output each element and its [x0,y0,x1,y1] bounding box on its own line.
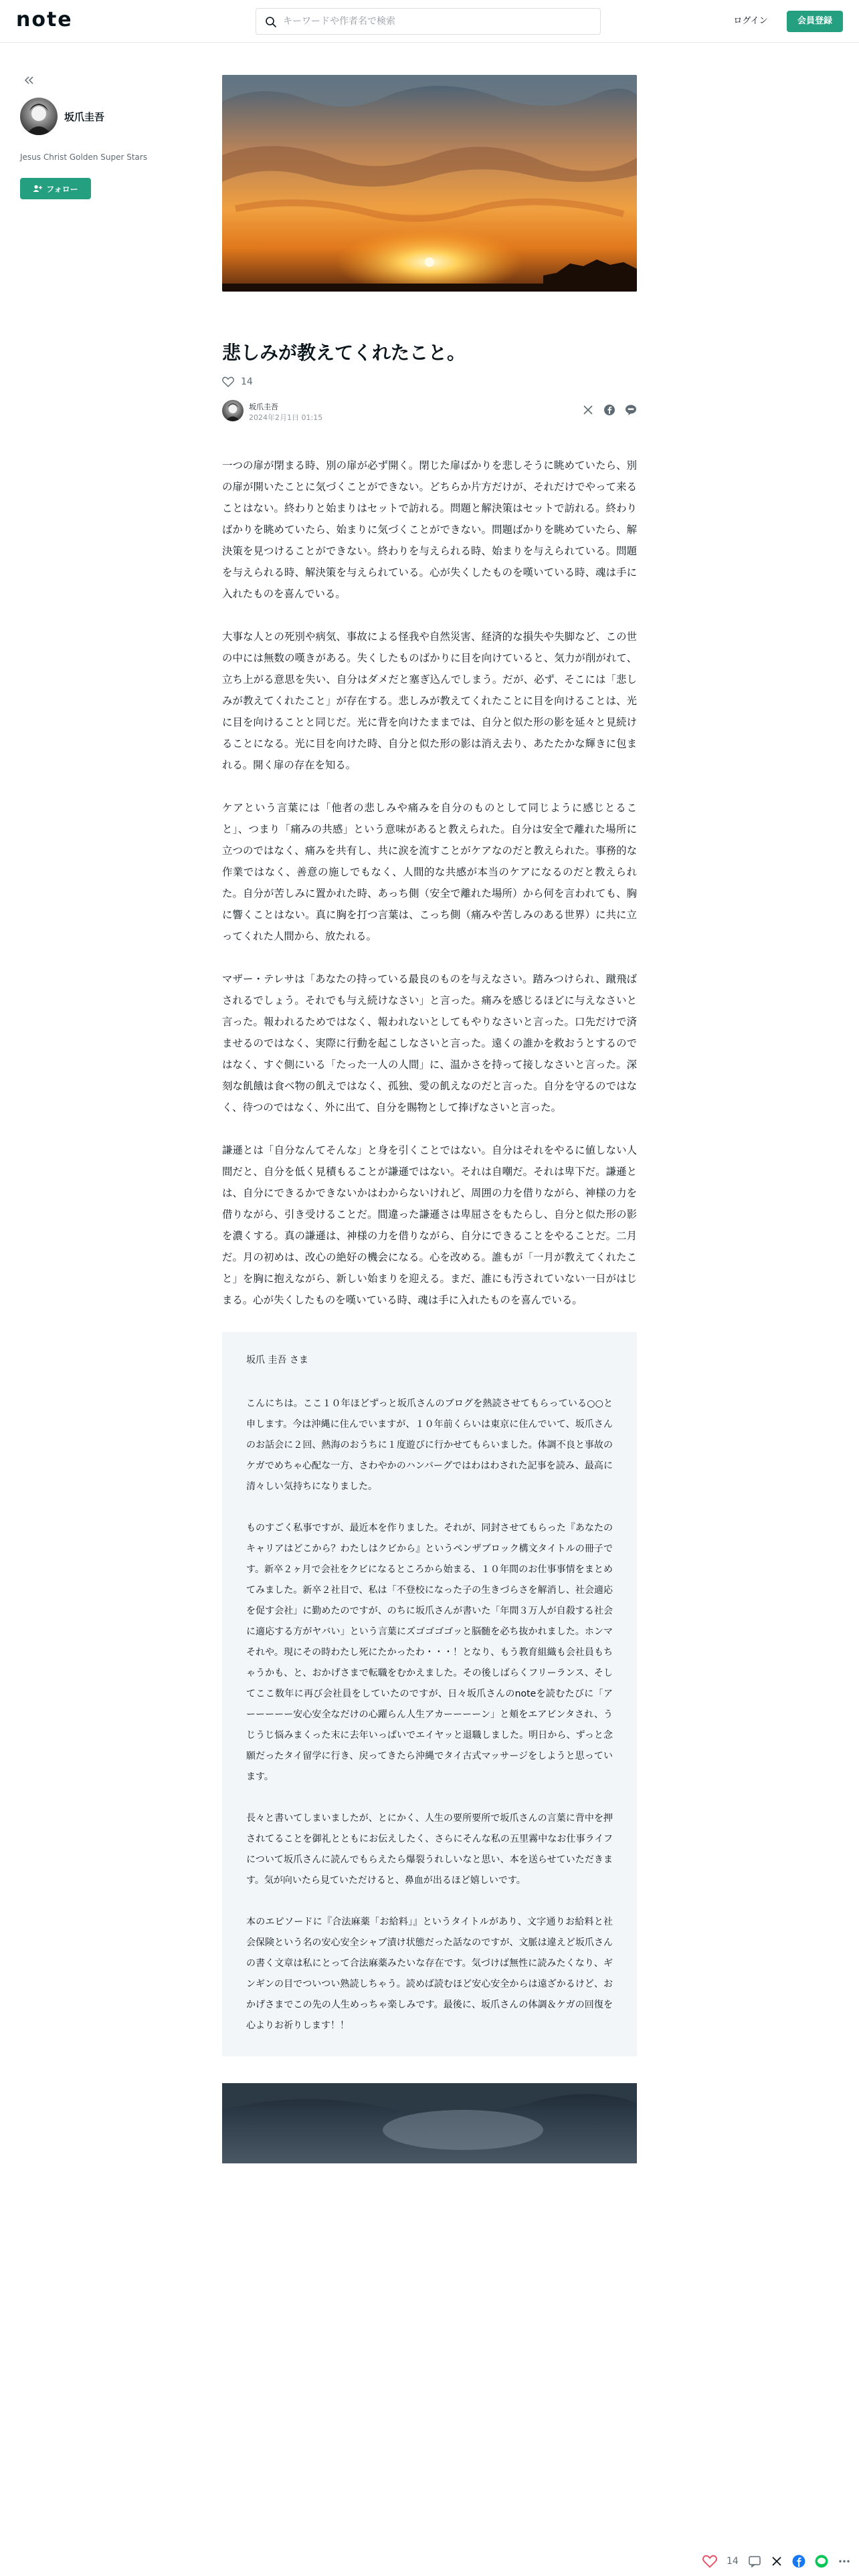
floating-more[interactable] [838,2555,851,2568]
chevron-double-left-icon[interactable] [23,74,36,87]
floating-like[interactable] [702,2555,717,2568]
sidebar-author-name[interactable]: 坂爪圭吾 [64,111,105,123]
x-share-icon[interactable] [771,2555,783,2567]
search-input[interactable] [283,9,591,34]
site-header [0,0,859,43]
avatar-image [222,400,244,421]
letter-salutation: 坂爪 圭吾 さま [246,1355,308,1366]
letter-quote-box [222,1332,637,2056]
post-date: 2024年2月1日 01:15 [249,413,323,422]
author-row [222,397,637,424]
heart-icon[interactable] [702,2555,717,2568]
user-plus-icon [33,185,42,193]
floating-action-bar [702,2547,859,2576]
article-paragraph: マザー・テレサは「あなたの持っている最良のものを与えなさい。踏みつけられ、蹴飛ばされるでしょう。それでも与え続けなさい」と言った。痛みを感じるほどに与えなさいと言った。報われるためではなく、報われないとしてもやりなさいと言った。口先だけで済ませるのではなく、実際に行動を起こしなさいと言った。遠くの誰かを救おうとするのではなく、すぐ側にいる「たった一人の人間」に、温かさを持って接しなさいと言った。深刻な飢餓は食べ物の飢えではなく、孤独、愛の飢えなのだと言った。自分を守るのではなく、待つのではなく、外に出て、自分を賜物として捧げなさいと言った。 [222,973,637,1113]
letter-paragraph: 長々と書いてしまいましたが、とにかく、人生の要所要所で坂爪さんの言葉に背中を押されてることを御礼とともにお伝えしたく、さらにそんな私の五里霧中なお仕事ライフについて坂爪さんに読んでもらえたら爆裂うれしいなと思い、本を送らせていただきます。気が向いたら見ていただけると、鼻血が出るほど嬉しいです。 [246,1813,613,1886]
login-button[interactable]: ログイン [724,11,777,32]
more-icon[interactable] [838,2555,851,2568]
author-bio: Jesus Christ Golden Super Stars [20,152,148,162]
letter-paragraph: ものすごく私事ですが、最近本を作りました。それが、同封させてもらった『あなたのキャリアはどこから？わたしはクビから』というペンザブロック構文タイトルの冊子です。新卒２ヶ月で会社をクビになるところから始まる、１０年間のお仕事事情をまとめてみました。新卒２社目で、私は「不登校になった子の生きづらさを解消し、社会適応を促す会社」に勤めたのですが、のちに坂爪さんが書いた「年間３万人が自殺する社会に適応する方がヤバい」という言葉にズゴゴゴゴッと脳髄を必ち抜かれました。ホンマそれや。現にその時わたし死にたかったわ・・・！となり、もう教育組織も会社員もちゃうかも、と、おかげさまで転職をむかえました。その後しばらくフリーランス、そしてここ数年に再び会社員をしていたのですが、日々坂爪さんのnoteを読むたびに「アーーーーー安心安全なだけの心躍らん人生アカーーーーン」と頬をエアビンタされ、うじうじ悩みまくった末に去年いっぱいでエイヤッと退職しました。明日から、ずっと念願だったタイ留学に行き、戻ってきたら沖縄でタイ古式マッサージをしようと思っています。 [246,1523,613,1782]
follow-label: フォロー [46,184,78,194]
article-title: 悲しみが教えてくれたこと。 [222,342,466,364]
heart-icon[interactable] [222,377,234,387]
author-name[interactable]: 坂爪圭吾 [249,403,278,411]
floating-comment[interactable] [748,2555,761,2568]
article-paragraph: 大事な人との死別や病気、事故による怪我や自然災害、経済的な損失や失脚など、この世の中には無数の嘆きがある。失くしたものばかりに目を向けていると、気力が削がれて、立ち上がる意思を失い、自分はダメだと塞ぎ込んでしまう。だが、必ず、そこには「悲しみが教えてくれたこと」が存在する。悲しみが教えてくれたことに目を向けることは、光に目を向けることと同じだ。光に背を向けたままでは、自分と似た形の影を延々と見続けることになる。光に目を向けた時、自分と似た形の影は消え去り、あたたかな輝きに包まれる。開く扉の存在を知る。 [222,631,637,771]
letter-paragraph: こんにちは。ここ１０年ほどずっと坂爪さんのブログを熱読させてもらっている○○と申します。今は沖縄に住んでいますが、１０年前くらいは東京に住んでいて、坂爪さんのお話会に２回、熱海のおうちに１度遊びに行かせてもらいました。体調不良と事故のケガでめちゃ心配な一方、さわやかのハンバーグではわはわされた記事を読み、最高に清々しい気持ちになりました。 [246,1398,613,1492]
x-share-icon[interactable] [582,404,594,416]
follow-button[interactable] [20,178,91,199]
line-share-icon[interactable] [815,2555,828,2568]
like-count: 14 [241,377,253,387]
facebook-share-icon[interactable] [792,2555,805,2568]
floating-facebook-share[interactable] [792,2555,805,2568]
article-paragraph: ケアという言葉には「他者の悲しみや痛みを自分のものとして同じように感じとること」、つまり「痛みの共感」という意味があると教えられた。自分は安全で離れた場所に立つのではなく、痛みを共有し、共に涙を流すことがケアなのだと教えられた。事務的な作業ではなく、善意の施しでもなく、人間的な共感が本当のケアになるのだと教えられた。自分が苦しみに置かれた時、あっち側（安全で離れた場所）から何を言われても、胸に響くことはない。真に胸を打つ言葉は、こっち側（痛みや苦しみのある世界）に共に立ってくれた人間から、放たれる。 [222,802,637,942]
floating-line-share[interactable] [815,2555,828,2568]
article-body [222,455,637,2163]
note-logo[interactable]: note [16,8,73,31]
search-icon [264,15,278,29]
hero-image [222,75,637,292]
facebook-share-icon[interactable] [603,404,615,416]
signup-button[interactable]: 会員登録 [787,11,843,32]
line-share-icon[interactable] [625,404,637,416]
search-box[interactable] [256,8,601,35]
comment-icon[interactable] [748,2555,761,2568]
like-row [222,374,637,389]
article-paragraph: 一つの扉が閉まる時、別の扉が必ず開く。閉じた扉ばかりを悲しそうに眺めていたら、別の扉が開いたことに気づくことができない。どちらか片方だけが、それだけでやって来ることはない。終わりと始まりはセットで訪れる。問題と解決策はセットで訪れる。終わりばかりを眺めていたら、始まりに気づくことができない。問題ばかりを眺めていたら、解決策を見つけることができない。終わりを与えられる時、始まりを与えられている。問題を与えられる時、解決策を与えられている。心が失くしたものを嘆いている時、魂は手に入れたものを喜んでいる。 [222,459,637,600]
article-paragraph: 謙遜とは「自分なんてそんな」と身を引くことではない。自分はそれをやるに値しない人間だと、自分を低く見積もることが謙遜ではない。それは自嘲だ。それは卑下だ。謙遜とは、自分にできるかできないかはわからないけれど、周囲の力を借りながら、神様の力を借りながら、引き受けることだ。間違った謙遜さは卑屈さをもたらし、自分と似た形の影を濃くする。真の謙遜は、神様の力を借りながら、自分にできることをやることだ。二月だ。月の初めは、改心の絶好の機会になる。心を改める。誰もが「一月が教えてくれたこと」を胸に抱えながら、新しい始まりを迎える。まだ、誰にも汚されていない一日がはじまる。心が失くしたものを嘆いている時、魂は手に入れたものを喜んでいる。 [222,1144,637,1306]
article-image [222,2083,637,2163]
avatar-image [20,98,58,135]
floating-like-count: 14 [727,2556,739,2567]
article-main [222,75,637,2163]
letter-paragraph: 本のエピソードに『合法麻薬「お給料」』というタイトルがあり、文字通りお給料と社会保険という名の安心安全シャブ漬け状態だった話なのですが、文脈は違えど坂爪さんの書く文章は私にとって合法麻薬みたいな存在です。気づけば無性に読みたくなり、ギンギンの目でついつい熟読しちゃう。読めば読むほど安心安全からは遠ざかるけど、おかげさまでこの先の人生めっちゃ楽しみです。最後に、坂爪さんの体調＆ケガの回復を心よりお祈りします！！ [246,1917,613,2031]
floating-x-share[interactable] [771,2555,783,2567]
share-icons [582,404,637,416]
author-avatar[interactable] [20,98,58,135]
author-avatar-small[interactable] [222,400,244,421]
